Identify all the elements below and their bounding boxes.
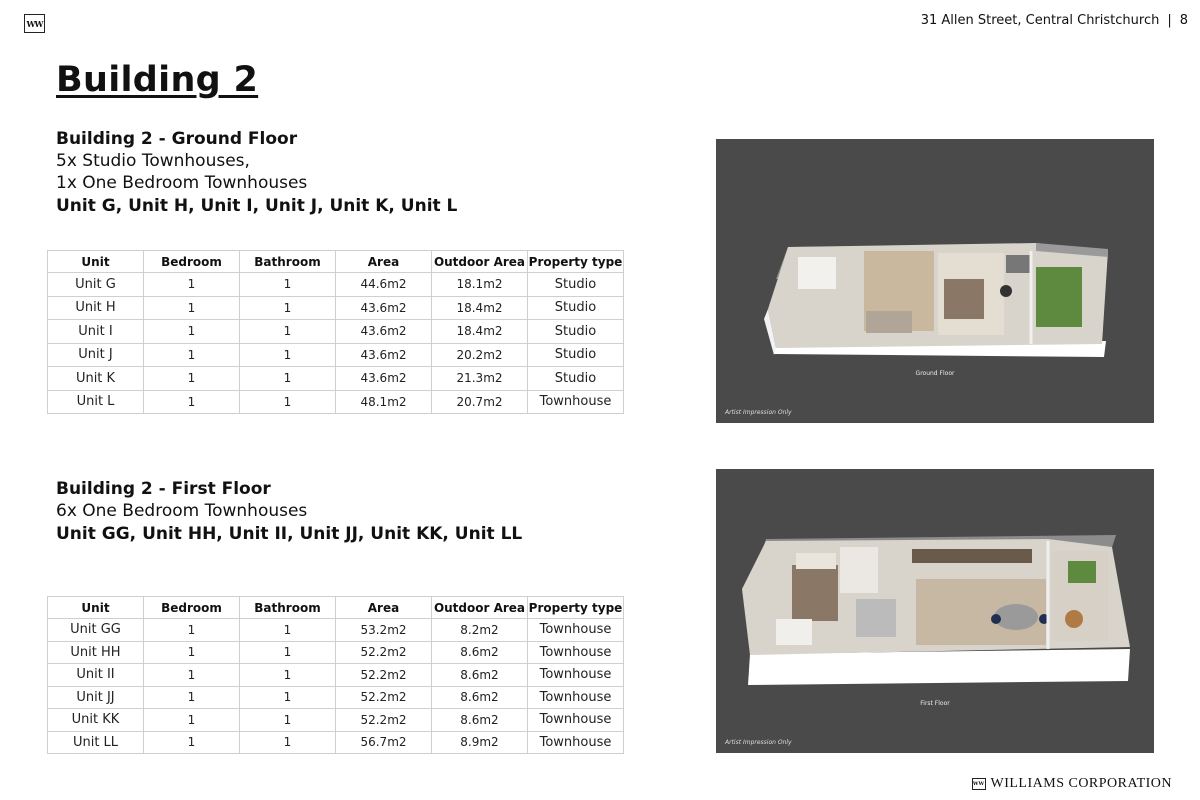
ground-floor-caption: Artist Impression Only xyxy=(725,409,792,416)
table-header-cell: Bathroom xyxy=(240,597,336,619)
table-header-cell: Bedroom xyxy=(144,251,240,273)
ground-floor-section xyxy=(56,128,457,218)
table-cell: Unit HH xyxy=(48,641,144,664)
ground-floor-line1: 5x Studio Townhouses, xyxy=(56,151,250,171)
table-cell: Unit GG xyxy=(48,619,144,642)
table-cell: Unit J xyxy=(48,343,144,367)
table-row xyxy=(48,709,624,732)
table-cell: Unit K xyxy=(48,367,144,391)
table-cell: 1 xyxy=(240,296,336,320)
table-cell: Unit L xyxy=(48,390,144,414)
table-cell: 1 xyxy=(144,296,240,320)
table-cell: 53.2m2 xyxy=(336,619,432,642)
table-row xyxy=(48,390,624,414)
table-cell: 52.2m2 xyxy=(336,686,432,709)
ground-floor-line2: 1x One Bedroom Townhouses xyxy=(56,173,308,193)
table-cell: 8.9m2 xyxy=(432,731,528,754)
first-floor-section xyxy=(56,478,522,546)
table-cell: 43.6m2 xyxy=(336,367,432,391)
table-header-cell: Unit xyxy=(48,251,144,273)
table-cell: 8.2m2 xyxy=(432,619,528,642)
first-floor-caption: Artist Impression Only xyxy=(725,739,792,746)
table-cell: 1 xyxy=(240,664,336,687)
company-logo: WW xyxy=(24,14,45,33)
table-cell: 1 xyxy=(240,709,336,732)
table-cell: 52.2m2 xyxy=(336,709,432,732)
first-floor-render xyxy=(716,469,1154,753)
table-row xyxy=(48,320,624,344)
table-cell: 1 xyxy=(144,641,240,664)
table-row xyxy=(48,686,624,709)
table-row xyxy=(48,619,624,642)
table-cell: 20.2m2 xyxy=(432,343,528,367)
table-cell: Townhouse xyxy=(528,731,624,754)
table-cell: Studio xyxy=(528,296,624,320)
table-cell: Studio xyxy=(528,367,624,391)
table-cell: 52.2m2 xyxy=(336,664,432,687)
table-cell: 8.6m2 xyxy=(432,641,528,664)
table-cell: Unit G xyxy=(48,273,144,297)
table-row xyxy=(48,731,624,754)
ground-floor-title: Building 2 - Ground Floor xyxy=(56,129,298,149)
ground-floor-table xyxy=(47,250,624,414)
table-cell: 8.6m2 xyxy=(432,709,528,732)
table-cell: 1 xyxy=(240,320,336,344)
page-title: Building 2 xyxy=(56,60,259,100)
header-address xyxy=(921,13,1188,28)
ground-floor-plan-image xyxy=(716,139,1154,423)
page-number: 8 xyxy=(1179,13,1188,28)
table-cell: 1 xyxy=(240,731,336,754)
table-cell: 43.6m2 xyxy=(336,296,432,320)
table-header-cell: Property type xyxy=(528,251,624,273)
table-cell: Unit KK xyxy=(48,709,144,732)
table-cell: 8.6m2 xyxy=(432,664,528,687)
footer-brand-name: WILLIAMS CORPORATION xyxy=(990,776,1172,791)
table-cell: Unit II xyxy=(48,664,144,687)
ground-floor-label: Ground Floor xyxy=(915,370,955,377)
first-floor-line1: 6x One Bedroom Townhouses xyxy=(56,501,308,521)
table-cell: 1 xyxy=(240,367,336,391)
table-cell: 52.2m2 xyxy=(336,641,432,664)
table-cell: 1 xyxy=(144,343,240,367)
table-cell: 18.4m2 xyxy=(432,320,528,344)
table-cell: Studio xyxy=(528,273,624,297)
table-header-cell: Outdoor Area xyxy=(432,597,528,619)
ground-floor-render xyxy=(716,139,1154,423)
table-cell: 1 xyxy=(144,686,240,709)
first-floor-table xyxy=(47,596,624,754)
table-cell: 1 xyxy=(240,343,336,367)
table-cell: Townhouse xyxy=(528,686,624,709)
table-header-row xyxy=(48,597,624,619)
table-cell: 1 xyxy=(144,619,240,642)
table-cell: Townhouse xyxy=(528,709,624,732)
table-cell: 56.7m2 xyxy=(336,731,432,754)
table-cell: 1 xyxy=(144,709,240,732)
ground-floor-units: Unit G, Unit H, Unit I, Unit J, Unit K, Unit L xyxy=(56,196,458,216)
table-cell: 44.6m2 xyxy=(336,273,432,297)
table-header-cell: Area xyxy=(336,597,432,619)
table-cell: Townhouse xyxy=(528,390,624,414)
table-cell: 43.6m2 xyxy=(336,343,432,367)
table-cell: 48.1m2 xyxy=(336,390,432,414)
header-separator: | xyxy=(1167,13,1172,28)
first-floor-plan-image xyxy=(716,469,1154,753)
table-row xyxy=(48,296,624,320)
table-header-cell: Outdoor Area xyxy=(432,251,528,273)
table-cell: 18.4m2 xyxy=(432,296,528,320)
table-cell: 21.3m2 xyxy=(432,367,528,391)
table-cell: 1 xyxy=(240,641,336,664)
first-floor-title: Building 2 - First Floor xyxy=(56,479,271,499)
table-header-row xyxy=(48,251,624,273)
table-cell: Townhouse xyxy=(528,664,624,687)
footer-logo: WW xyxy=(972,778,986,790)
table-cell: Townhouse xyxy=(528,641,624,664)
table-cell: 1 xyxy=(144,320,240,344)
table-header-cell: Property type xyxy=(528,597,624,619)
table-cell: 1 xyxy=(144,731,240,754)
table-cell: Studio xyxy=(528,320,624,344)
table-cell: Unit JJ xyxy=(48,686,144,709)
table-header-cell: Bathroom xyxy=(240,251,336,273)
first-floor-units: Unit GG, Unit HH, Unit II, Unit JJ, Unit KK, Unit LL xyxy=(56,524,523,544)
table-row xyxy=(48,343,624,367)
table-row xyxy=(48,273,624,297)
table-cell: Unit H xyxy=(48,296,144,320)
table-cell: 1 xyxy=(144,367,240,391)
table-cell: Unit LL xyxy=(48,731,144,754)
table-cell: 18.1m2 xyxy=(432,273,528,297)
table-header-cell: Unit xyxy=(48,597,144,619)
table-header-cell: Area xyxy=(336,251,432,273)
table-cell: 43.6m2 xyxy=(336,320,432,344)
table-cell: 1 xyxy=(144,390,240,414)
table-cell: 1 xyxy=(240,619,336,642)
table-cell: Studio xyxy=(528,343,624,367)
table-cell: Unit I xyxy=(48,320,144,344)
table-cell: 1 xyxy=(240,390,336,414)
table-cell: Townhouse xyxy=(528,619,624,642)
table-cell: 8.6m2 xyxy=(432,686,528,709)
address-text: 31 Allen Street, Central Christchurch xyxy=(920,13,1160,28)
table-row xyxy=(48,367,624,391)
table-row xyxy=(48,664,624,687)
table-cell: 1 xyxy=(240,273,336,297)
table-row xyxy=(48,641,624,664)
table-cell: 1 xyxy=(144,273,240,297)
footer-brand xyxy=(972,776,1173,792)
first-floor-label: First Floor xyxy=(920,700,950,707)
table-cell: 1 xyxy=(240,686,336,709)
table-cell: 20.7m2 xyxy=(432,390,528,414)
table-cell: 1 xyxy=(144,664,240,687)
table-header-cell: Bedroom xyxy=(144,597,240,619)
